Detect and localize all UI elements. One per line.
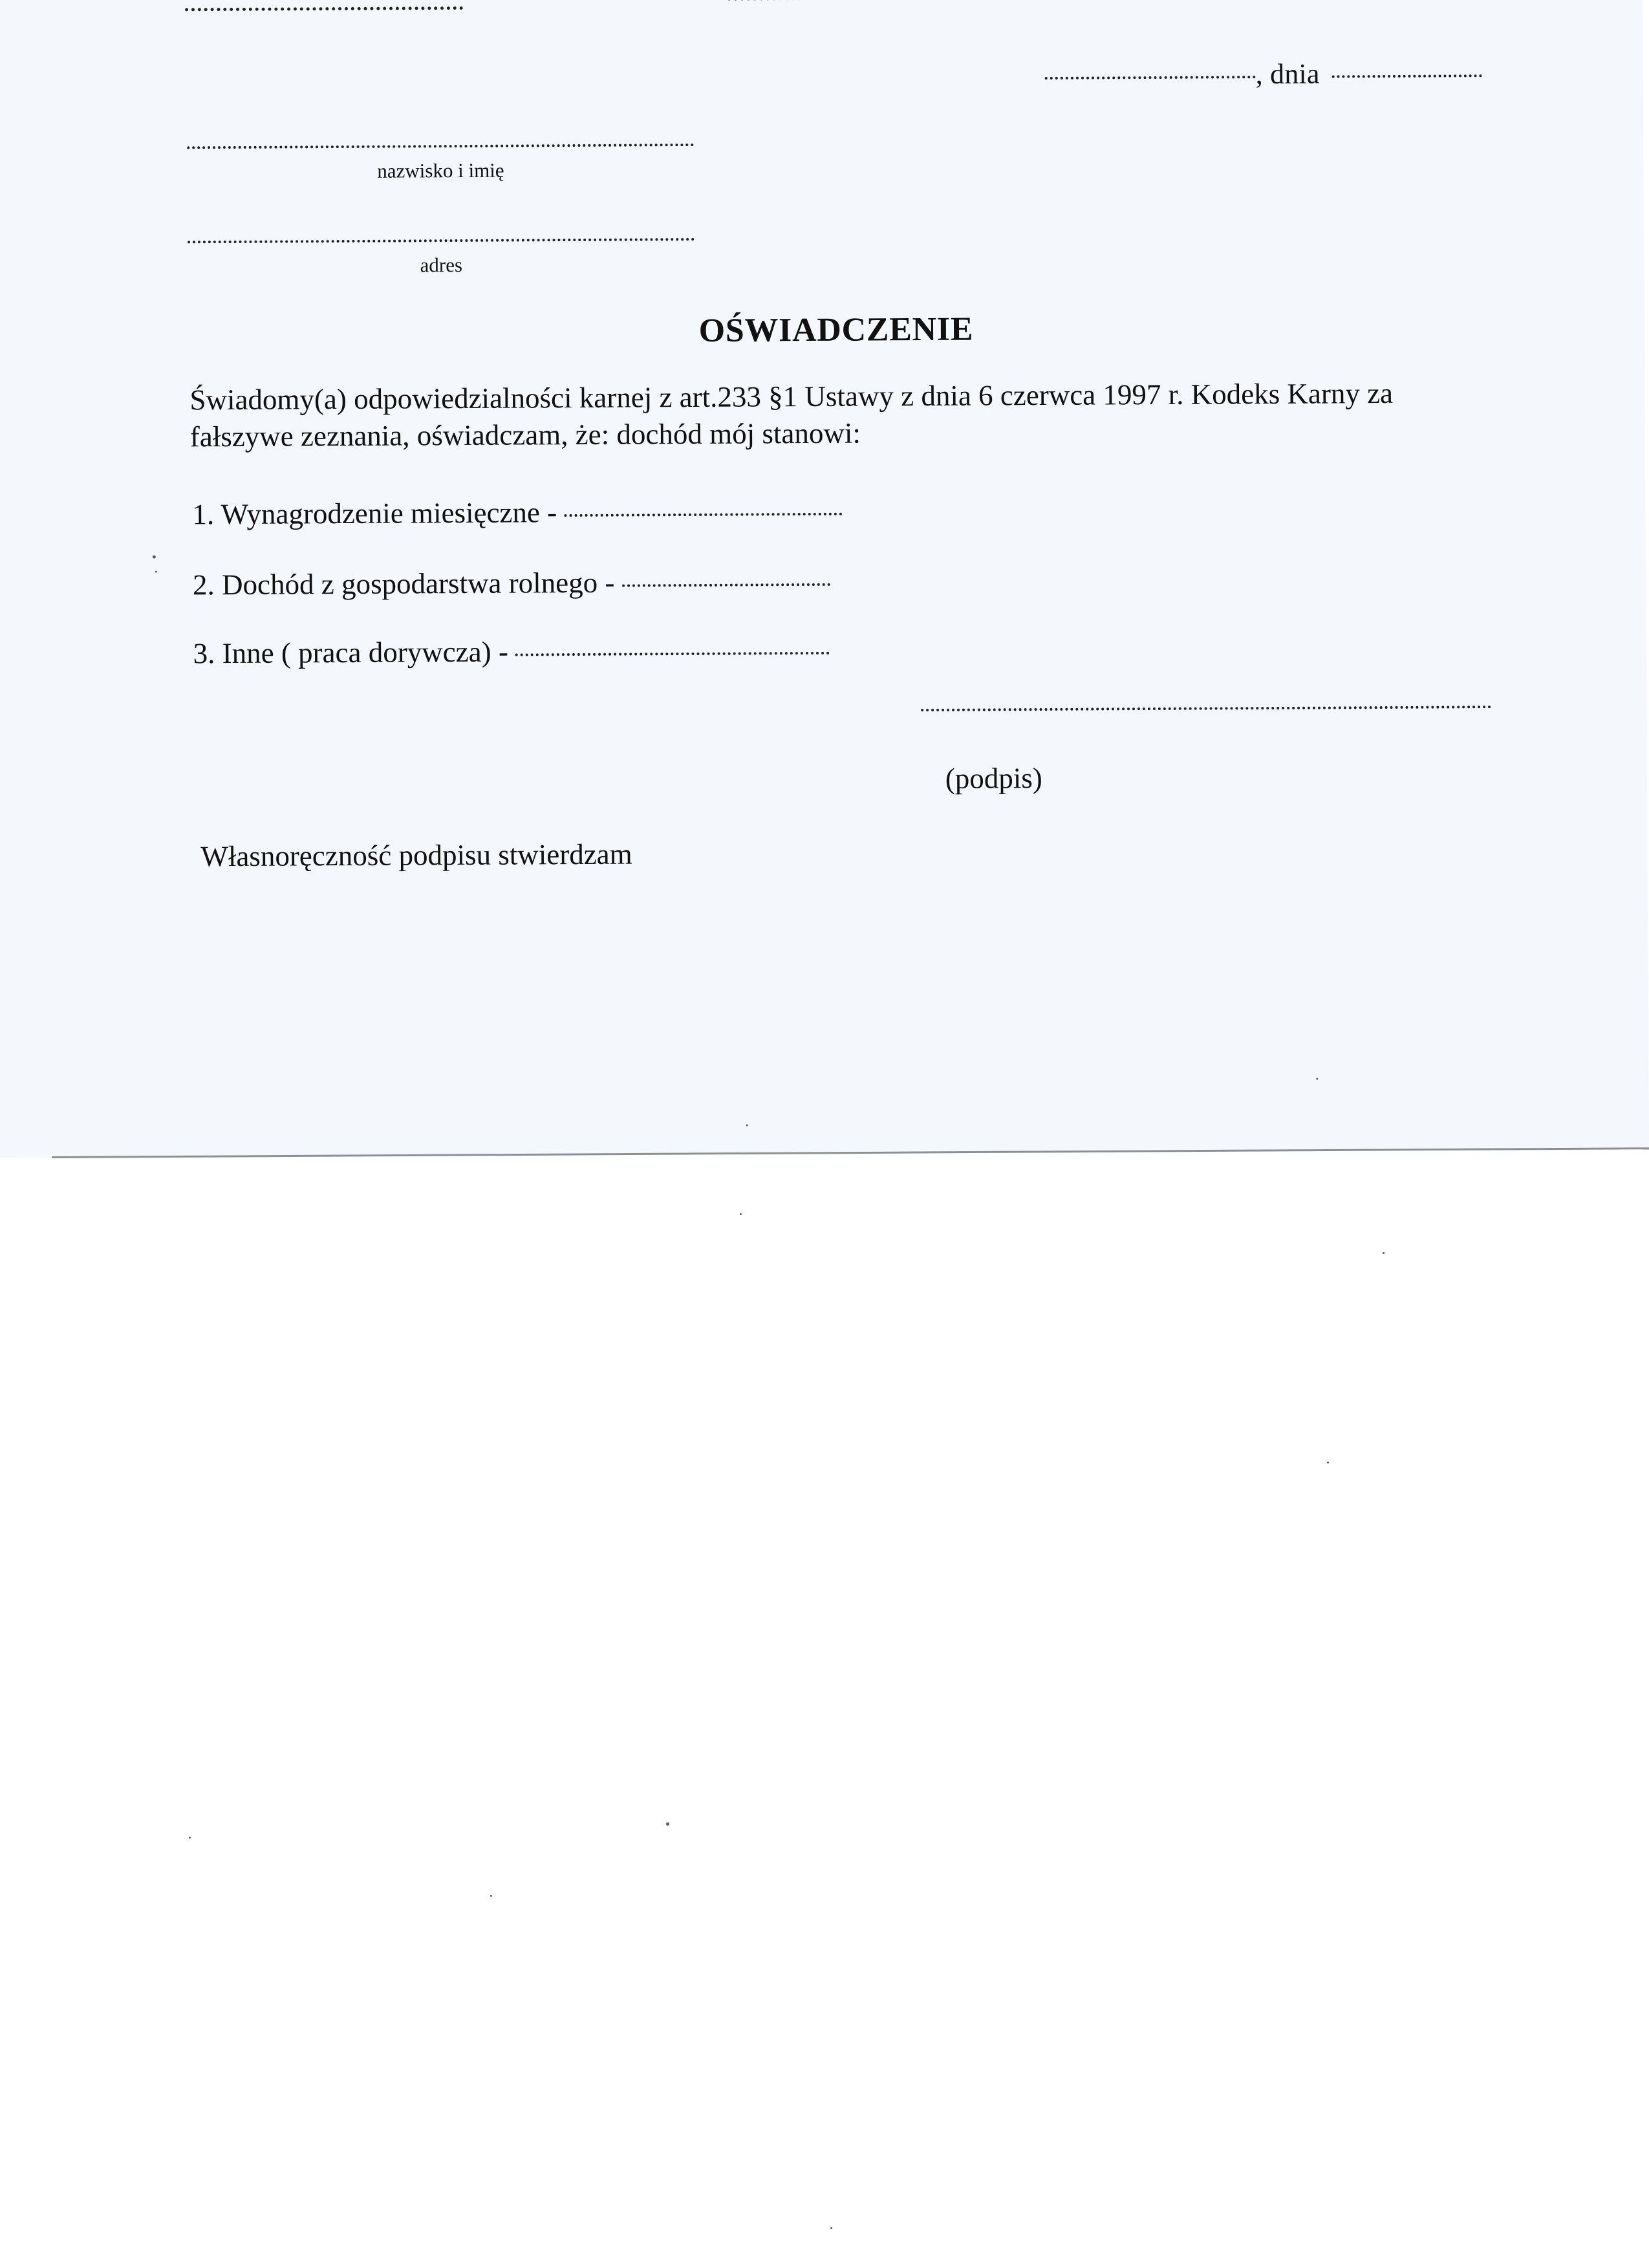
income-item-farm <box>193 565 830 602</box>
address-field <box>188 238 695 278</box>
income-item-label: 3. Inne ( praca dorywcza) - <box>193 635 516 670</box>
signature-caption: (podpis) <box>945 761 1042 795</box>
place-blank <box>1045 76 1256 80</box>
scan-speck <box>1327 1462 1329 1463</box>
scan-speck <box>666 1822 669 1826</box>
place-date-line <box>1045 56 1482 92</box>
name-blank-line <box>187 144 694 149</box>
scan-speck <box>153 556 156 559</box>
income-item-label: 1. Wynagrodzenie miesięczne - <box>192 496 565 531</box>
income-item-salary <box>192 494 842 532</box>
statement-line-1: Świadomy(a) odpowiedzialności karnej z art.233 §1 Ustawy z dnia 6 czerwca 1997 r. Kodeks Karny za <box>189 376 1394 416</box>
income-item-blank <box>515 652 830 656</box>
document-title: OŚWIADCZENIE <box>698 310 974 349</box>
income-item-label: 2. Dochód z gospodarstwa rolnego - <box>192 566 622 601</box>
name-field <box>187 144 694 184</box>
signature-blank-line <box>921 706 1491 711</box>
top-cut-dotted-line-left <box>185 6 463 11</box>
date-blank <box>1332 74 1482 78</box>
signature-certification: Własnoręczność podpisu stwierdzam <box>200 837 632 873</box>
income-item-blank <box>564 513 842 517</box>
income-item-blank <box>622 583 830 587</box>
address-caption: adres <box>420 253 463 277</box>
address-blank-line <box>188 238 695 243</box>
statement-text <box>189 374 1490 455</box>
income-item-other <box>193 633 830 670</box>
scan-speck <box>155 571 157 573</box>
scan-speck <box>746 1125 748 1127</box>
top-cut-dotted-line-right <box>727 0 1633 1</box>
scan-speck <box>1316 1078 1318 1080</box>
scan-speck <box>1383 1252 1385 1254</box>
scan-speck <box>740 1213 742 1215</box>
name-caption: nazwisko i imię <box>377 158 504 182</box>
statement-line-2: fałszywe zeznania, oświadczam, że: dochód mój stanowi: <box>189 416 861 453</box>
scan-speck <box>490 1895 492 1897</box>
scan-speck <box>830 2227 832 2229</box>
date-label: , dnia <box>1255 58 1320 91</box>
scan-speck <box>189 1837 191 1839</box>
